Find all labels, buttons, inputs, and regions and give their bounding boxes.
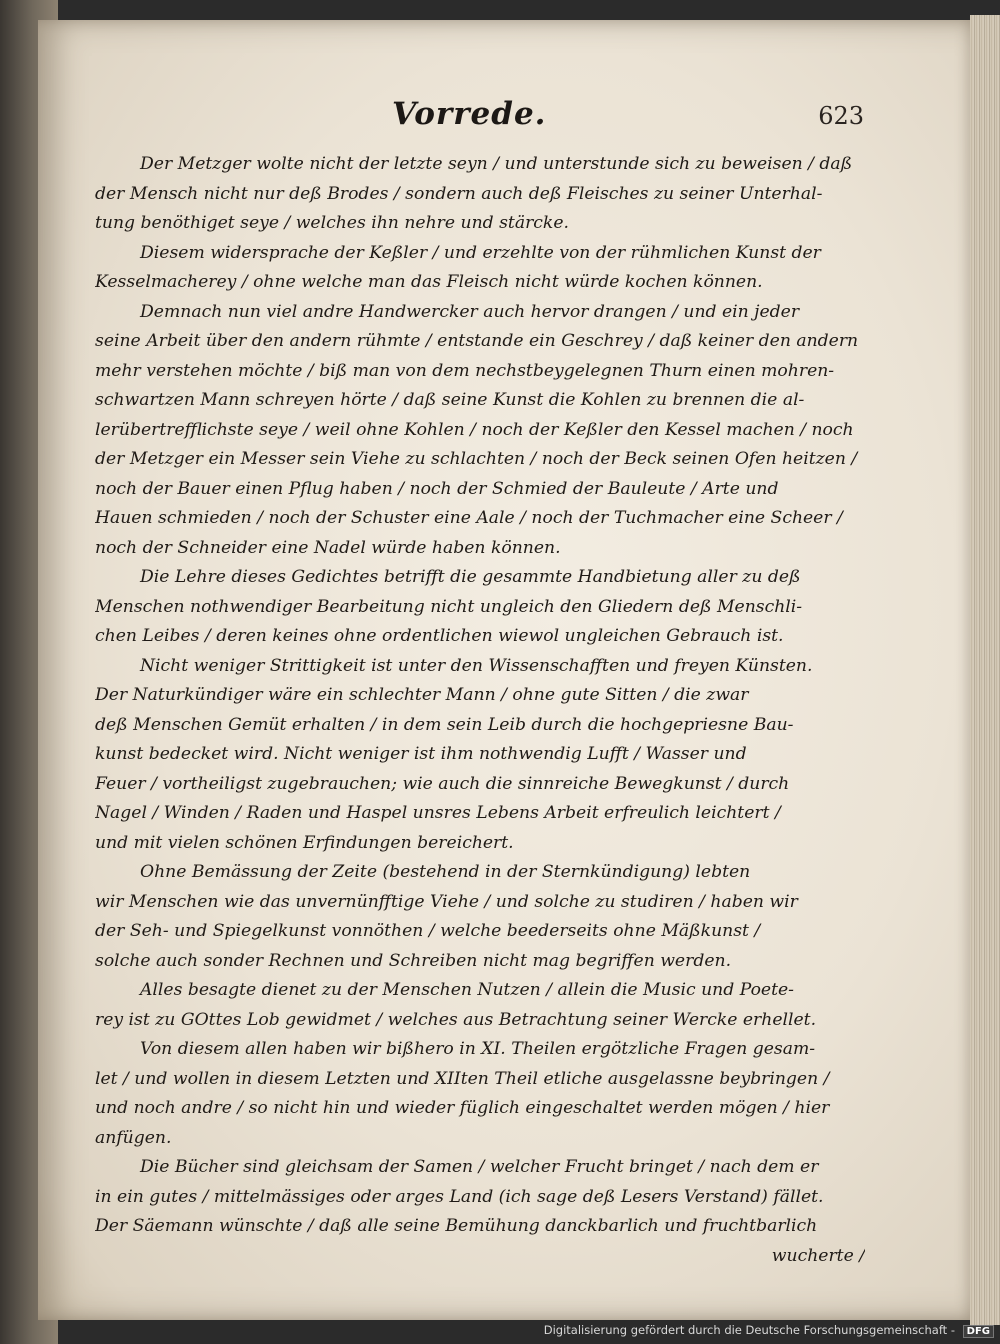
page-number: 623: [818, 102, 864, 130]
footer-credit: [544, 1323, 994, 1338]
text-line: Feuer / vortheiligst zugebrauchen; wie auch die sinnreiche Bewegkunst / durch: [95, 773, 790, 794]
text-line: kunst bedecket wird. Nicht weniger ist ihm nothwendig Lufft / Wasser und: [95, 744, 747, 764]
text-line: let / und wollen in diesem Letzten und XIIten Theil etliche ausgelassne beybringen /: [95, 1068, 830, 1089]
text-line: noch der Schneider eine Nadel würde haben können.: [95, 537, 561, 558]
text-line: solche auch sonder Rechnen und Schreiben nicht mag begriffen werden.: [95, 950, 732, 971]
text-line: Die Lehre dieses Gedichtes betrifft die gesammte Handbietung aller zu deß: [140, 567, 801, 587]
text-line: chen Leibes / deren keines ohne ordentlichen wiewol ungleichen Gebrauch ist.: [95, 626, 784, 646]
text-line: Alles besagte dienet zu der Menschen Nutzen / allein die Music und Poete-: [140, 980, 794, 1000]
text-line: mehr verstehen möchte / biß man von dem nechstbeygelegnen Thurn einen mohren-: [95, 360, 835, 381]
text-line: noch der Bauer einen Pflug haben / noch der Schmied der Bauleute / Arte und: [95, 478, 779, 499]
text-line: Von diesem allen haben wir bißhero in XI. Theilen ergötzliche Fragen gesam-: [140, 1039, 816, 1059]
page-title: Vorrede.: [392, 96, 547, 132]
text-line: Nicht weniger Strittigkeit ist unter den Wissenschafften und freyen Künsten.: [140, 655, 813, 676]
text-line: Hauen schmieden / noch der Schuster eine Aale / noch der Tuchmacher eine Scheer /: [95, 508, 843, 528]
text-line: Nagel / Winden / Raden und Haspel unsres Lebens Arbeit erfreulich leichtert /: [95, 803, 781, 823]
dfg-logo-icon: DFG: [963, 1325, 994, 1338]
text-line: Der Säemann wünschte / daß alle seine Bemühung danckbarlich und fruchtbarlich: [95, 1216, 818, 1236]
footer-credit-text: Digitalisierung gefördert durch die Deutsche Forschungsgemeinschaft -: [543, 1323, 955, 1337]
text-line: der Metzger ein Messer sein Viehe zu schlachten / noch der Beck seinen Ofen heitzen /: [95, 449, 858, 469]
text-line: und mit vielen schönen Erfindungen bereichert.: [95, 832, 514, 853]
text-line: schwartzen Mann schreyen hörte / daß seine Kunst die Kohlen zu brennen die al-: [95, 390, 805, 410]
text-line: lerübertrefflichste seye / weil ohne Kohlen / noch der Keßler den Kessel machen / noch: [95, 419, 854, 440]
text-line: in ein gutes / mittelmässiges oder arges Land (ich sage deß Lesers Verstand) fället.: [95, 1186, 824, 1207]
text-line: Ohne Bemässung der Zeite (bestehend in der Sternkündigung) lebten: [140, 862, 751, 882]
text-line: Demnach nun viel andre Handwercker auch hervor drangen / und ein jeder: [140, 301, 800, 322]
text-line: Menschen nothwendiger Bearbeitung nicht ungleich den Gliedern deß Menschli-: [95, 596, 803, 617]
text-line: deß Menschen Gemüt erhalten / in dem sein Leib durch die hochgepriesne Bau-: [95, 714, 794, 735]
page-header: [140, 96, 864, 142]
text-line: rey ist zu GOttes Lob gewidmet / welches aus Betrachtung seiner Wercke erhellet.: [95, 1009, 817, 1030]
text-line: Der Metzger wolte nicht der letzte seyn / und unterstunde sich zu beweisen / daß: [140, 154, 853, 174]
text-line: anfügen.: [95, 1127, 172, 1148]
text-line: der Seh- und Spiegelkunst vonnöthen / welche beederseits ohne Mäßkunst /: [95, 921, 761, 941]
text-line: Diesem widersprache der Keßler / und erzehlte von der rühmlichen Kunst der: [140, 242, 821, 263]
text-line: Der Naturkündiger wäre ein schlechter Mann / ohne gute Sitten / die zwar: [95, 685, 749, 705]
catchword: wucherte /: [771, 1245, 865, 1266]
text-line: und noch andre / so nicht hin und wieder füglich eingeschaltet werden mögen / hier: [95, 1098, 830, 1118]
text-line: seine Arbeit über den andern rühmte / entstande ein Geschrey / daß keiner den andern: [95, 331, 859, 351]
text-line: Die Bücher sind gleichsam der Samen / welcher Frucht bringet / nach dem er: [140, 1157, 819, 1177]
text-line: der Mensch nicht nur deß Brodes / sondern auch deß Fleisches zu seiner Unterhal-: [95, 183, 823, 204]
text-line: Kesselmacherey / ohne welche man das Fleisch nicht würde kochen können.: [95, 272, 763, 292]
page-edges: [970, 15, 1000, 1325]
text-line: wir Menschen wie das unvernünfftige Viehe / und solche zu studiren / haben wir: [95, 891, 798, 912]
text-line: tung benöthiget seye / welches ihn nehre und stärcke.: [95, 213, 569, 233]
body-text: [95, 150, 865, 1271]
